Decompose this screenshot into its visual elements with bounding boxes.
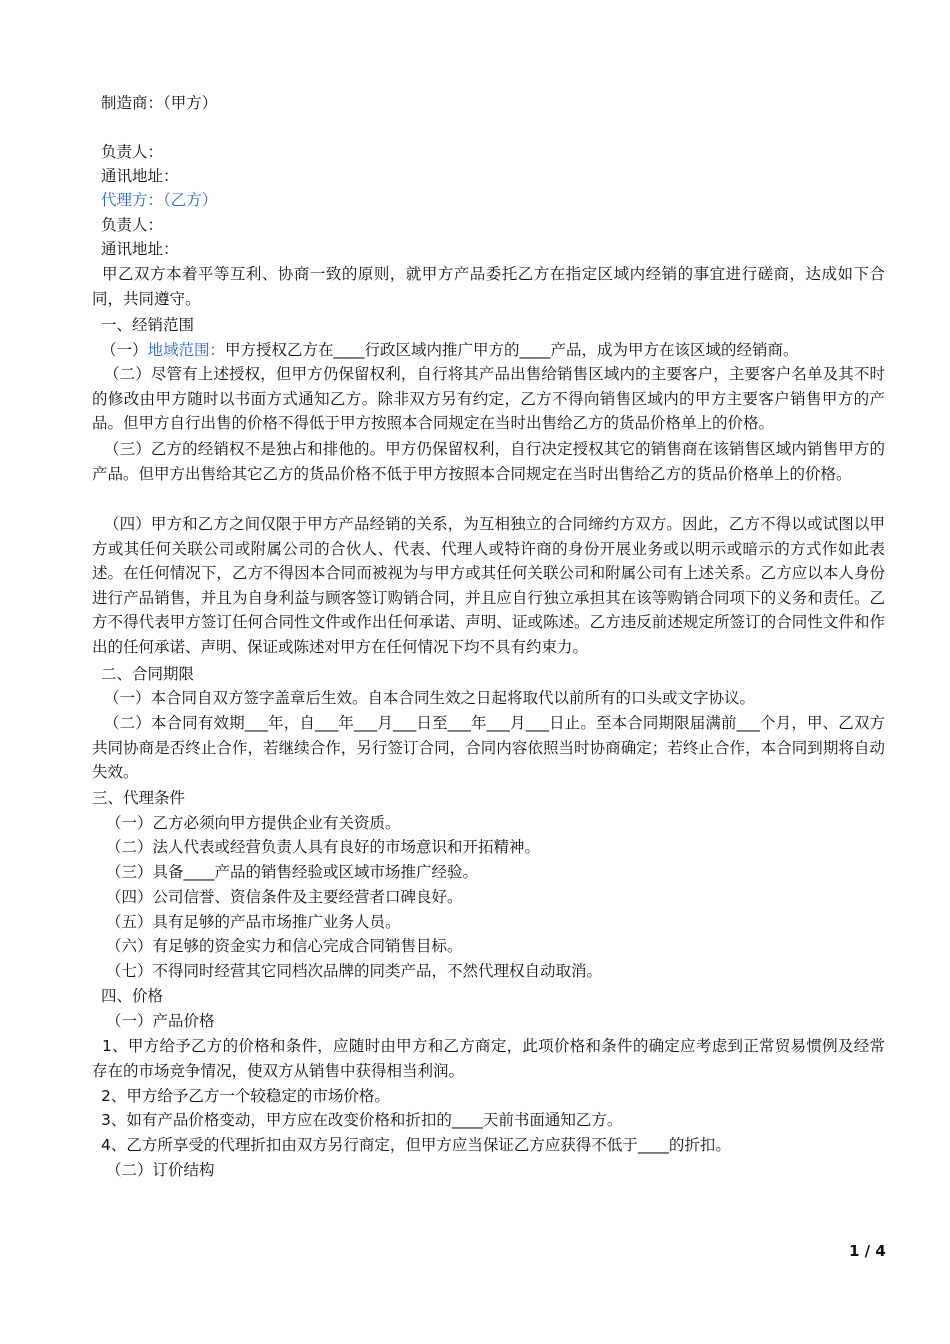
section-1-item-1-text: 甲方授权乙方在____行政区域内推广甲方的____产品，成为甲方在该区域的经销商。: [225, 341, 799, 359]
section-4-subtitle-1: （一）产品价格: [106, 1012, 215, 1030]
section-3-item: （七）不得同时经营其它同档次品牌的同类产品，不然代理权自动取消。: [106, 962, 603, 980]
section-1-item-2: （二）尽管有上述授权，但甲方仍保留权利，自行将其产品出售给销售区域内的主要客户，主要客户名单及其不时的修改由甲方随时以书面方式通知乙方。除非双方另有约定，乙方不得向销售区域内的甲方主要客户销售甲方的产品。但甲方自行出售的价格不得低于甲方按照本合同规定在当时出售给乙方的货品价格单上的价格。: [92, 365, 885, 432]
section-4-item-1: 1、甲方给予乙方的价格和条件，应随时由甲方和乙方商定，此项价格和条件的确定应考虑到正常贸易惯例及经常存在的市场竞争情况，使双方从销售中获得相当利润。: [92, 1037, 885, 1080]
section-4-title: 四、价格: [101, 987, 164, 1005]
section-3-item: （二）法人代表或经营负责人具有良好的市场意识和开拓精神。: [106, 838, 541, 856]
intro-paragraph: 甲乙双方本着平等互利、协商一致的原则，就甲方产品委托乙方在指定区域内经销的事宜进行磋商，达成如下合同，共同遵守。: [92, 265, 885, 308]
section-3-title: 三、代理条件: [92, 789, 186, 807]
page-number: 1 / 4: [849, 1242, 886, 1260]
section-3-item: （五）具有足够的产品市场推广业务人员。: [106, 913, 401, 931]
section-1-title: 一、经销范围: [101, 316, 195, 334]
section-4-item-3: 3、如有产品价格变动，甲方应在改变价格和折扣的____天前书面通知乙方。: [101, 1111, 623, 1129]
section-1-item-4: （四）甲方和乙方之间仅限于甲方产品经销的关系，为互相独立的合同缔约方双方。因此，乙方不得以或试图以甲方或其任何关联公司或附属公司的合伙人、代表、代理人或特许商的身份开展业务或以明示或暗示的方式作如此表述。在任何情况下，乙方不得因本合同而被视为与甲方或其任何关联公司和附属公司有上述关系。乙方应以本人身份进行产品销售，并且为自身利益与顾客签订购销合同，并且应自行独立承担其在该等购销合同项下的义务和责任。乙方不得代表甲方签订任何合同性文件或作出任何承诺、声明、证或陈述。乙方违反前述规定所签订的合同性文件和作出的任何承诺、声明、保证或陈述对甲方在任何情况下均不具有约束力。: [92, 515, 885, 656]
agent-address-label: 通讯地址：: [101, 240, 179, 258]
section-4-item-4: 4、乙方所享受的代理折扣由双方另行商定，但甲方应当保证乙方应获得不低于____的折扣。: [101, 1136, 731, 1154]
section-2-item-2: （二）本合同有效期___年，自___年___月___日至___年___月___日止。至本合同期限届满前___个月，甲、乙双方共同协商是否终止合作，若继续合作，另行签订合同，合同内容依照当时协商确定；若终止合作，本合同到期将自动失效。: [92, 714, 885, 781]
section-3-item: （一）乙方必须向甲方提供企业有关资质。: [106, 814, 401, 832]
section-3-item: （六）有足够的资金实力和信心完成合同销售目标。: [106, 937, 463, 955]
agent-contact-label: 负责人：: [101, 216, 164, 234]
agent-label: 代理方：（乙方）: [101, 191, 218, 209]
section-3-item: （四）公司信誉、资信条件及主要经营者口碑良好。: [106, 888, 463, 906]
manufacturer-label: 制造商：（甲方）: [101, 94, 218, 112]
section-4-item-2: 2、甲方给予乙方一个较稳定的市场价格。: [101, 1087, 390, 1105]
manufacturer-contact-label: 负责人：: [101, 143, 164, 161]
section-2-item-1: （一）本合同自双方签字盖章后生效。自本合同生效之日起将取代以前所有的口头或文字协议。: [104, 689, 756, 707]
section-1-item-1-prefix: （一）: [101, 341, 148, 359]
section-1-item-3: （三）乙方的经销权不是独占和排他的。甲方仍保留权利，自行决定授权其它的销售商在该销售区域内销售甲方的产品。但甲方出售给其它乙方的货品价格不低于甲方按照本合同规定在当时出售给乙方的货品价格单上的价格。: [92, 440, 885, 483]
section-2-title: 二、合同期限: [101, 665, 195, 683]
section-3-item: （三）具备____产品的销售经验或区域市场推广经验。: [106, 863, 479, 881]
section-1-item-1: [101, 338, 799, 363]
manufacturer-address-label: 通讯地址：: [101, 167, 179, 185]
region-scope-label: 地域范围：: [147, 341, 226, 359]
section-4-subtitle-2: （二）订价结构: [106, 1161, 215, 1179]
